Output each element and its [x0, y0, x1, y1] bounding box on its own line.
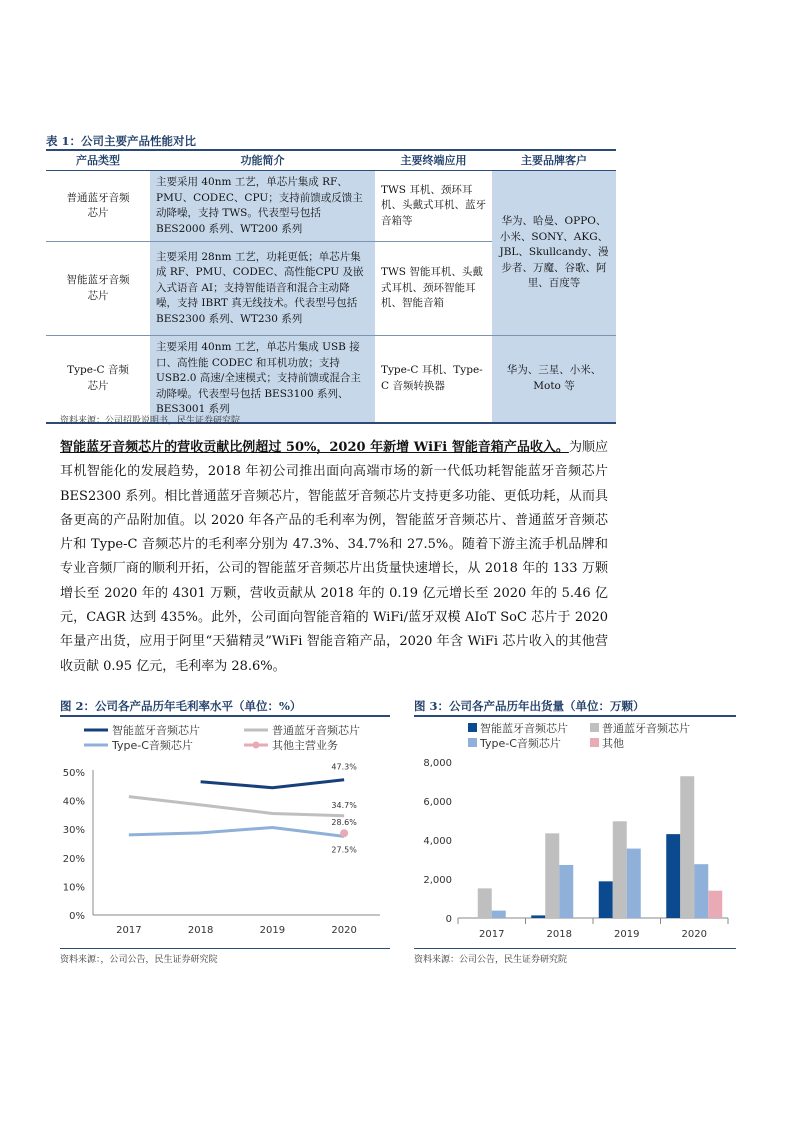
figure2-bottom-rule — [60, 948, 390, 949]
figure2-title: 图 2：公司各产品历年毛利率水平（单位：%） — [60, 699, 302, 713]
figure2-source: 资料来源：，公司公告，民生证券研究院 — [60, 955, 218, 965]
legend-label: 普通蓝牙音频芯片 — [602, 722, 690, 735]
x-tick-label: 2020 — [331, 925, 357, 936]
row-customers-merged: 华为、哈曼、OPPO、小米、SONY、AKG、JBL、Skullcandy、漫步者、万魔、谷歌、阿里、百度等 — [492, 171, 616, 336]
paragraph-lead: 智能蓝牙音频芯片的营收贡献比例超过 50%，2020 年新增 WiFi 智能音箱产品收入。 — [60, 440, 569, 455]
x-tick-label: 2018 — [546, 929, 572, 940]
row-terminal: Type-C 耳机、Type-C 音频转换器 — [375, 336, 492, 423]
y-tick-label: 6,000 — [423, 797, 452, 808]
body-paragraph — [60, 436, 608, 679]
y-tick-label: 10% — [62, 882, 85, 894]
series-line — [129, 827, 344, 836]
legend-label: 其他 — [602, 737, 624, 750]
figure2-line-chart — [60, 718, 390, 946]
bar — [627, 849, 641, 918]
y-tick-label: 20% — [62, 853, 85, 865]
row-terminal: TWS 智能耳机、头戴式耳机、颈环智能耳机、智能音箱 — [375, 242, 492, 336]
bar — [545, 833, 559, 918]
x-tick-label: 2019 — [614, 929, 640, 940]
y-tick-label: 40% — [62, 796, 85, 808]
header-customers: 主要品牌客户 — [492, 150, 616, 171]
bar — [531, 915, 545, 918]
row-function: 主要采用 40nm 工艺，单芯片集成 RF、PMU、CODEC、CPU；支持前馈或反馈主动降噪，支持 TWS。代表型号包括 BES2000 系列、WT200 系列 — [150, 171, 375, 242]
figure3-top-rule — [414, 715, 736, 717]
header-function: 功能简介 — [150, 150, 375, 171]
row-product-type: 智能蓝牙音频芯片 — [46, 242, 150, 336]
bar — [666, 834, 680, 918]
table-source: 资料来源：公司招股说明书，民生证券研究院 — [60, 416, 241, 426]
row-customers: 华为、三星、小米、Moto 等 — [492, 336, 616, 423]
legend-swatch-marker — [253, 742, 260, 749]
legend-label: Type-C音频芯片 — [112, 739, 193, 752]
table-row — [46, 336, 616, 423]
series-point — [340, 829, 348, 837]
legend-label: 智能蓝牙音频芯片 — [480, 722, 568, 735]
y-tick-label: 2,000 — [423, 875, 452, 886]
x-tick-label: 2017 — [116, 925, 142, 936]
bar — [478, 888, 492, 918]
y-tick-label: 8,000 — [423, 758, 452, 769]
series-line — [201, 780, 345, 788]
table-row — [46, 171, 616, 242]
legend-swatch — [468, 723, 477, 732]
header-product-type: 产品类型 — [46, 150, 150, 171]
data-label: 28.6% — [331, 818, 357, 828]
bar — [694, 864, 708, 918]
legend-label: Type-C音频芯片 — [480, 737, 561, 750]
header-terminal: 主要终端应用 — [375, 150, 492, 171]
data-label: 27.5% — [331, 845, 357, 855]
y-tick-label: 0 — [445, 914, 452, 925]
figure2-top-rule — [60, 715, 390, 717]
row-product-type: Type-C 音频芯片 — [46, 336, 150, 423]
table-title: 表 1：公司主要产品性能对比 — [46, 134, 197, 148]
y-tick-label: 30% — [62, 825, 85, 837]
bar — [599, 881, 613, 918]
legend-swatch — [468, 738, 477, 747]
row-product-type: 普通蓝牙音频芯片 — [46, 171, 150, 242]
row-function: 主要采用 40nm 工艺，单芯片集成 USB 接口、高性能 CODEC 和耳机功放；支持 USB2.0 高速/全速模式；支持前馈或混合主动降噪。代表型号包括 BES3100 系列、BES3001 系列 — [150, 336, 375, 423]
x-tick-label: 2020 — [681, 929, 707, 940]
bar — [708, 891, 722, 918]
data-label: 47.3% — [331, 762, 357, 772]
table-header-row — [46, 150, 616, 171]
y-tick-label: 50% — [62, 768, 85, 779]
product-comparison-table — [46, 149, 616, 424]
bar — [680, 776, 694, 918]
legend-swatch — [590, 738, 599, 747]
y-tick-label: 0% — [69, 911, 85, 922]
bar — [492, 911, 506, 918]
row-terminal: TWS 耳机、颈环耳机、头戴式耳机、蓝牙音箱等 — [375, 171, 492, 242]
row-function: 主要采用 28nm 工艺，功耗更低；单芯片集成 RF、PMU、CODEC、高性能CPU 及嵌入式语音 AI；支持智能语音和混合主动降噪，支持 IBRT 真无线技术。代表型号包括 BES2300 系列、WT230 系列 — [150, 242, 375, 336]
data-label: 34.7% — [331, 800, 357, 810]
figure3-title: 图 3：公司各产品历年出货量（单位：万颗） — [414, 699, 645, 713]
figure3-source: 资料来源：公司公告，民生证券研究院 — [414, 955, 568, 965]
bar — [559, 865, 573, 918]
legend-swatch — [590, 723, 599, 732]
y-tick-label: 4,000 — [423, 836, 452, 847]
paragraph-body: 为顺应耳机智能化的发展趋势，2018 年初公司推出面向高端市场的新一代低功耗智能蓝牙音频芯片 BES2300 系列。相比普通蓝牙音频芯片，智能蓝牙音频芯片支持更多功能、更低功耗，从而具备更高的产品附加值。以 2020 年各产品的毛利率为例，智能蓝牙音频芯片、普通蓝牙音频芯片和 Type-C 音频芯片的毛利率分别为 47.3%、34.7%和 27.5%。随着下游主流手机品牌和专业音频厂商的顺利开拓，公司的智能蓝牙音频芯片出货量快速增长，从 2018 年的 133 万颗增长至 2020 年的 4301 万颗，营收贡献从 2018 年的 0.19 亿元增长至 2020 年的 5.46 亿元，CAGR 达到 435%。此外，公司面向智能音箱的 WiFi/蓝牙双模 AIoT SoC 芯片于 2020 年量产出货，应用于阿里“天猫精灵”WiFi 智能音箱产品，2020 年含 WiFi 芯片收入的其他营收贡献 0.95 亿元，毛利率为 28.6%。 — [60, 440, 608, 674]
legend-label: 智能蓝牙音频芯片 — [112, 724, 200, 737]
x-tick-label: 2018 — [187, 925, 214, 936]
legend-label: 其他主营业务 — [272, 739, 338, 752]
series-line — [129, 797, 344, 816]
bar — [613, 821, 627, 918]
x-tick-label: 2019 — [259, 925, 286, 936]
x-tick-label: 2017 — [479, 929, 505, 940]
figure3-bottom-rule — [414, 948, 736, 949]
legend-label: 普通蓝牙音频芯片 — [272, 724, 360, 737]
figure3-bar-chart — [414, 718, 736, 946]
